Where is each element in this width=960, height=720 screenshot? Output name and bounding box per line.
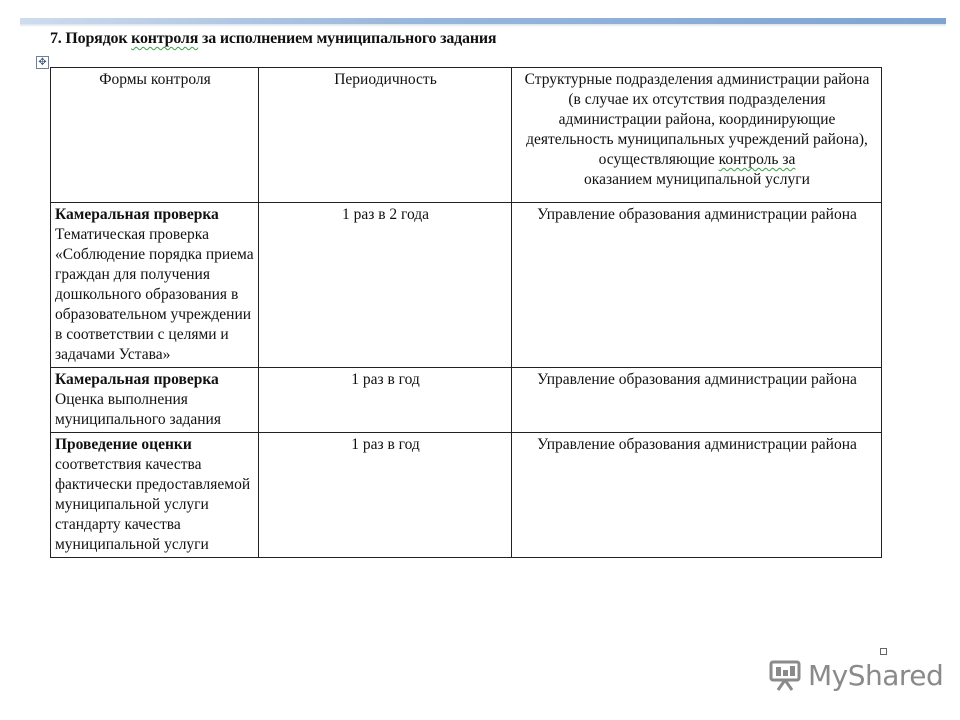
- header-forms: Формы контроля: [51, 68, 259, 203]
- heading-post: за исполнением муниципального задания: [201, 30, 497, 47]
- table-row: [51, 433, 882, 558]
- control-table: [50, 67, 882, 558]
- table-row: [51, 203, 882, 368]
- periodicity-cell: 1 раз в 2 года: [259, 203, 512, 368]
- header-periodicity: Периодичность: [259, 68, 512, 203]
- header-departments-line: деятельность муниципальных учреждений района),: [526, 131, 868, 148]
- form-description: Оценка выполнения муниципального задания: [55, 391, 221, 428]
- header-departments-spellcheck-word: контроль за: [718, 151, 796, 168]
- periodicity-cell: 1 раз в год: [259, 368, 512, 433]
- presentation-board-icon: [768, 658, 802, 692]
- top-rule-shadow: [20, 24, 946, 27]
- form-title: Камеральная проверка: [55, 206, 219, 223]
- myshared-logo: [768, 655, 943, 695]
- periodicity-cell: 1 раз в год: [259, 433, 512, 558]
- department-cell: Управление образования администрации района: [512, 368, 882, 433]
- form-cell: [51, 433, 259, 558]
- header-departments-line: оказанием муниципальной услуги: [584, 171, 810, 188]
- department-cell: Управление образования администрации района: [512, 433, 882, 558]
- heading-number: 7.: [50, 30, 62, 47]
- header-departments-line: (в случае их отсутствия подразделения: [568, 91, 826, 108]
- form-cell: [51, 368, 259, 433]
- header-departments-word: осуществляющие: [598, 151, 715, 168]
- table-end-marker: [880, 648, 887, 655]
- table-row: [51, 368, 882, 433]
- header-departments-line: Структурные подразделения администрации района: [524, 71, 870, 88]
- header-departments-line: администрации района, координирующие: [558, 111, 836, 128]
- table-move-handle-icon[interactable]: ✥: [36, 56, 49, 69]
- heading-spellcheck-word: контроля: [131, 30, 199, 47]
- department-cell: Управление образования администрации района: [512, 203, 882, 368]
- header-departments-line: [516, 150, 878, 170]
- form-cell: [51, 203, 259, 368]
- table-header-row: [51, 68, 882, 203]
- form-description: Тематическая проверка «Соблюдение порядка приема граждан для получения дошкольного образования в образовательном учреждении в соответствии с целями и задачами Устава»: [55, 226, 254, 363]
- header-departments: [512, 68, 882, 203]
- form-title: Камеральная проверка: [55, 371, 219, 388]
- logo-text: MyShared: [808, 658, 944, 692]
- section-heading: [50, 30, 496, 48]
- form-title: Проведение оценки: [55, 436, 192, 453]
- heading-pre: Порядок: [65, 30, 128, 47]
- form-description: соответствия качества фактически предоставляемой муниципальной услуги стандарту качества муниципальной услуги: [55, 456, 251, 553]
